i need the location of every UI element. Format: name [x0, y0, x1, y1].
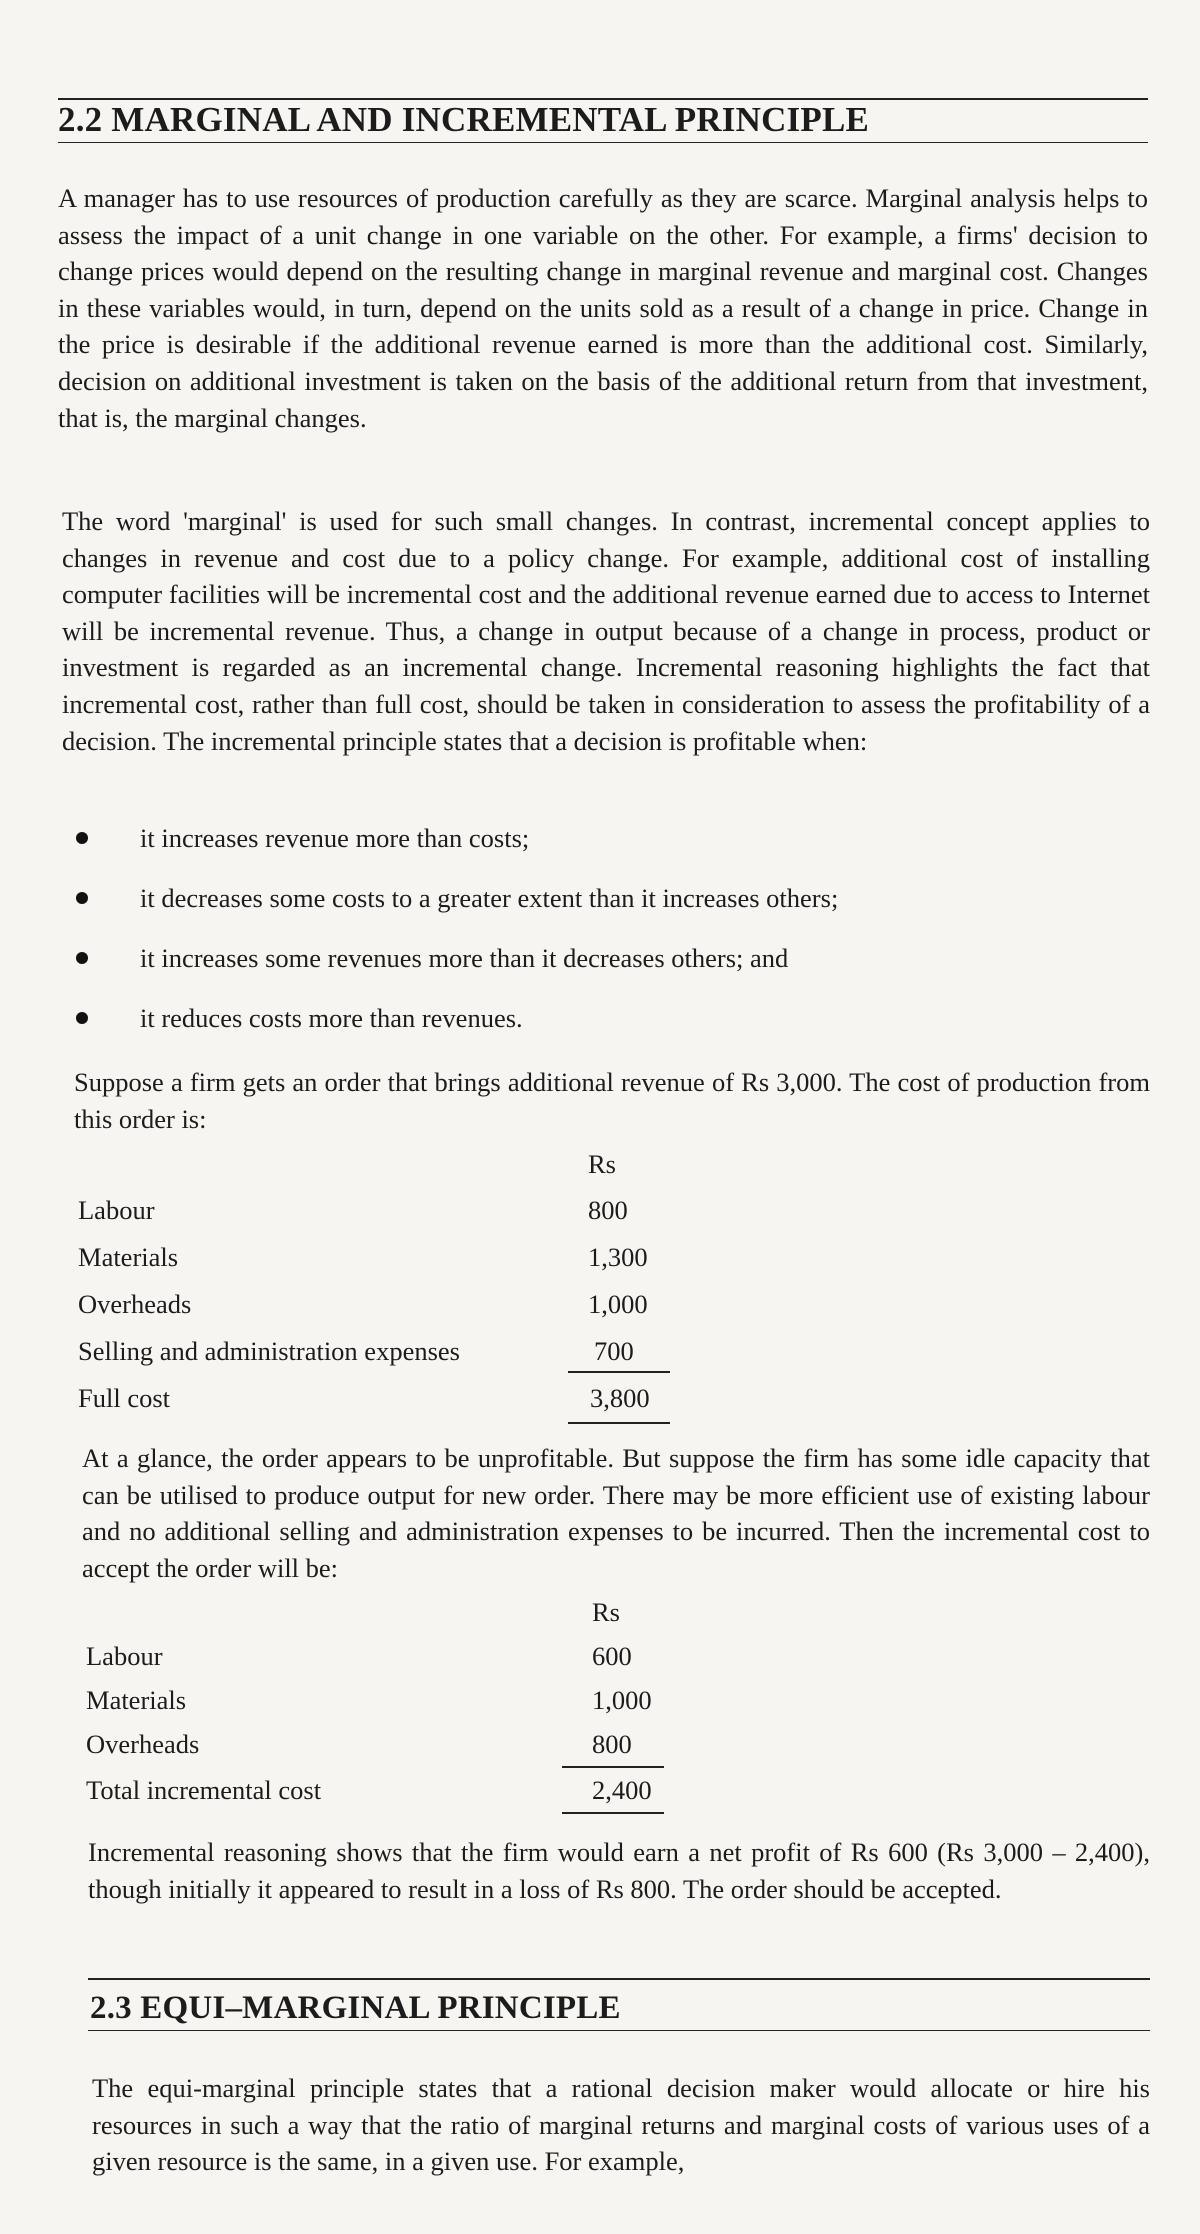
total-value: 3,800: [590, 1383, 650, 1413]
bullet-icon: [76, 952, 88, 964]
list-item-text: it increases some revenues more than it decreases others; and: [140, 943, 789, 973]
list-item: [76, 940, 1136, 1000]
row-value: 1,000: [592, 1685, 652, 1715]
bullet-icon: [76, 832, 88, 844]
bullet-icon: [76, 1012, 88, 1024]
row-label: Labour: [78, 1195, 155, 1225]
subtotal-rule: [562, 1766, 664, 1768]
table-row: [86, 1726, 686, 1762]
row-label: Materials: [78, 1242, 179, 1272]
list-item-text: it increases revenue more than costs;: [140, 823, 530, 853]
paragraph: A manager has to use resources of production carefully as they are scarce. Marginal analysis helps to assess the impact of a unit change in one variable on the other. For example, a firms' decision to change prices would depend on the resulting change in marginal revenue and marginal cost. Changes in these variables would, in turn, depend on the units sold as a result of a change in price. Change in the price is desirable if the additional revenue earned is more than the additional cost. Similarly, decision on additional investment is taken on the basis of the additional return from that investment, that is, the marginal changes.: [58, 183, 1148, 433]
total-value: 2,400: [592, 1775, 652, 1805]
row-label: Overheads: [78, 1289, 192, 1319]
currency-label: Rs: [592, 1597, 620, 1627]
list-item-text: it reduces costs more than revenues.: [140, 1003, 523, 1033]
subtotal-rule: [568, 1371, 670, 1373]
bullet-icon: [76, 892, 88, 904]
cost-table-full: [78, 1146, 698, 1436]
table-row: [78, 1239, 698, 1275]
bullet-list: [76, 820, 1136, 1060]
table-row: [78, 1333, 698, 1369]
row-label: Overheads: [86, 1729, 200, 1759]
heading-top-rule: [88, 1978, 1150, 1980]
list-item: [76, 880, 1136, 940]
table-row: [78, 1286, 698, 1322]
row-label: Labour: [86, 1641, 163, 1671]
row-label: Selling and administration expenses: [78, 1336, 460, 1366]
total-rule: [562, 1812, 664, 1814]
table-header: [86, 1594, 686, 1630]
paragraph: At a glance, the order appears to be unprofitable. But suppose the firm has some idle capacity that can be utilised to produce output for new order. There may be more efficient use of existing labour and no additional selling and administration expenses to be incurred. Then the incremental cost to accept the order will be:: [82, 1443, 1150, 1583]
row-value: 700: [594, 1336, 634, 1366]
cost-table-incremental: [86, 1594, 686, 1834]
table-total-row: [86, 1772, 686, 1808]
list-item: [76, 1000, 1136, 1060]
total-label: Total incremental cost: [86, 1775, 322, 1805]
table-row: [78, 1192, 698, 1228]
list-item-text: it decreases some costs to a greater extent than it increases others;: [140, 883, 839, 913]
row-value: 1,000: [588, 1289, 648, 1319]
total-label: Full cost: [78, 1383, 171, 1413]
row-value: 800: [588, 1195, 628, 1225]
table-row: [86, 1682, 686, 1718]
paragraph: Suppose a firm gets an order that brings additional revenue of Rs 3,000. The cost of production from this order is:: [74, 1067, 1150, 1134]
section-heading: 2.2 MARGINAL AND INCREMENTAL PRINCIPLE: [58, 100, 870, 139]
list-item: [76, 820, 1136, 880]
currency-label: Rs: [588, 1149, 616, 1179]
row-value: 800: [592, 1729, 632, 1759]
heading-bottom-rule: [88, 2030, 1150, 2031]
heading-bottom-rule: [58, 142, 1148, 143]
table-total-row: [78, 1380, 698, 1416]
total-rule: [568, 1422, 670, 1424]
row-value: 600: [592, 1641, 632, 1671]
row-value: 1,300: [588, 1242, 648, 1272]
paragraph: The equi-marginal principle states that a rational decision maker would allocate or hire his resources in such a way that the ratio of marginal returns and marginal costs of various uses of a given resource is the same, in a given use. For example,: [92, 2073, 1150, 2177]
paragraph: The word 'marginal' is used for such small changes. In contrast, incremental concept applies to changes in revenue and cost due to a policy change. For example, additional cost of installing computer facilities will be incremental cost and the additional revenue earned due to access to Internet will be incremental revenue. Thus, a change in output because of a change in process, product or investment is regarded as an incremental change. Incremental reasoning highlights the fact that incremental cost, rather than full cost, should be taken in consideration to assess the profitability of a decision. The incremental principle states that a decision is profitable when:: [62, 506, 1150, 756]
table-header: [78, 1146, 698, 1182]
paragraph: Incremental reasoning shows that the firm would earn a net profit of Rs 600 (Rs 3,000 – 2,400), though initially it appeared to result in a loss of Rs 800. The order should be accepted.: [88, 1837, 1150, 1904]
row-label: Materials: [86, 1685, 187, 1715]
section-heading: 2.3 EQUI–MARGINAL PRINCIPLE: [90, 1990, 621, 2026]
table-row: [86, 1638, 686, 1674]
